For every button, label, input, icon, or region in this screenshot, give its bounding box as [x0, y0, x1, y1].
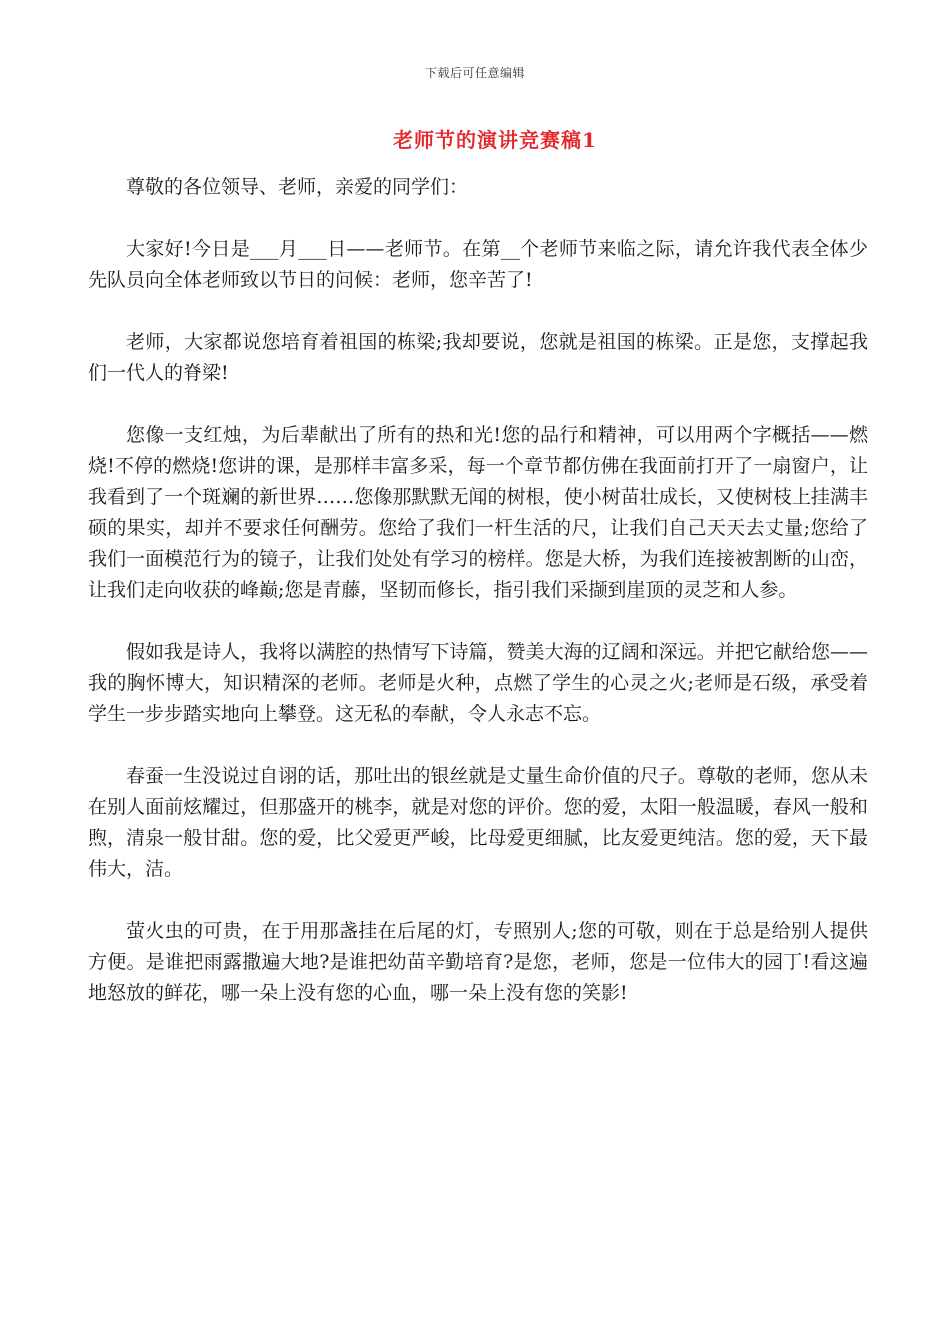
- body-paragraph-2: 老师，大家都说您培育着祖国的栋梁;我却要说，您就是祖国的栋梁。正是您，支撑起我们一代人的脊梁!: [88, 331, 868, 384]
- body-paragraph-3: 您像一支红烛，为后辈献出了所有的热和光!您的品行和精神，可以用两个字概括——燃烧!不停的燃烧!您讲的课，是那样丰富多采，每一个章节都仿佛在我面前打开了一扇窗户，让我看到了一个斑斓的新世界……您像那默默无闻的树根，使小树苗壮成长，又使树枝上挂满丰硕的果实，却并不要求任何酬劳。您给了我们一杆生活的尺，让我们自己天天去丈量;您给了我们一面模范行为的镜子，让我们处处有学习的榜样。您是大桥，为我们连接被割断的山峦，让我们走向收获的峰巅;您是青藤，坚韧而修长，指引我们采撷到崖顶的灵芝和人参。: [88, 424, 868, 601]
- body-paragraph-1: 大家好!今日是___月___日——老师节。在第__个老师节来临之际，请允许我代表全体少先队员向全体老师致以节日的问候：老师，您辛苦了!: [88, 238, 868, 291]
- document-body: [88, 172, 868, 1040]
- body-paragraph-4: 假如我是诗人，我将以满腔的热情写下诗篇，赞美大海的辽阔和深远。并把它献给您——我的胸怀博大，知识精深的老师。老师是火种，点燃了学生的心灵之火;老师是石级，承受着学生一步步踏实地向上攀登。这无私的奉献，令人永志不忘。: [88, 641, 868, 725]
- document-title: 老师节的演讲竞赛稿1: [393, 128, 597, 152]
- header-note: 下载后可任意编辑: [424, 66, 525, 80]
- body-paragraph-6: 萤火虫的可贵，在于用那盏挂在后尾的灯，专照别人;您的可敬，则在于总是给别人提供方便。是谁把雨露撒遍大地?是谁把幼苗辛勤培育?是您，老师，您是一位伟大的园丁!看这遍地怒放的鲜花，哪一朵上没有您的心血，哪一朵上没有您的笑影!: [88, 920, 868, 1004]
- body-paragraph-5: 春蚕一生没说过自诩的话，那吐出的银丝就是丈量生命价值的尺子。尊敬的老师，您从未在别人面前炫耀过，但那盛开的桃李，就是对您的评价。您的爱，太阳一般温暖，春风一般和煦，清泉一般甘甜。您的爱，比父爱更严峻，比母爱更细腻，比友爱更纯洁。您的爱，天下最伟大，洁。: [88, 765, 868, 880]
- salutation-paragraph: 尊敬的各位领导、老师，亲爱的同学们：: [126, 176, 469, 198]
